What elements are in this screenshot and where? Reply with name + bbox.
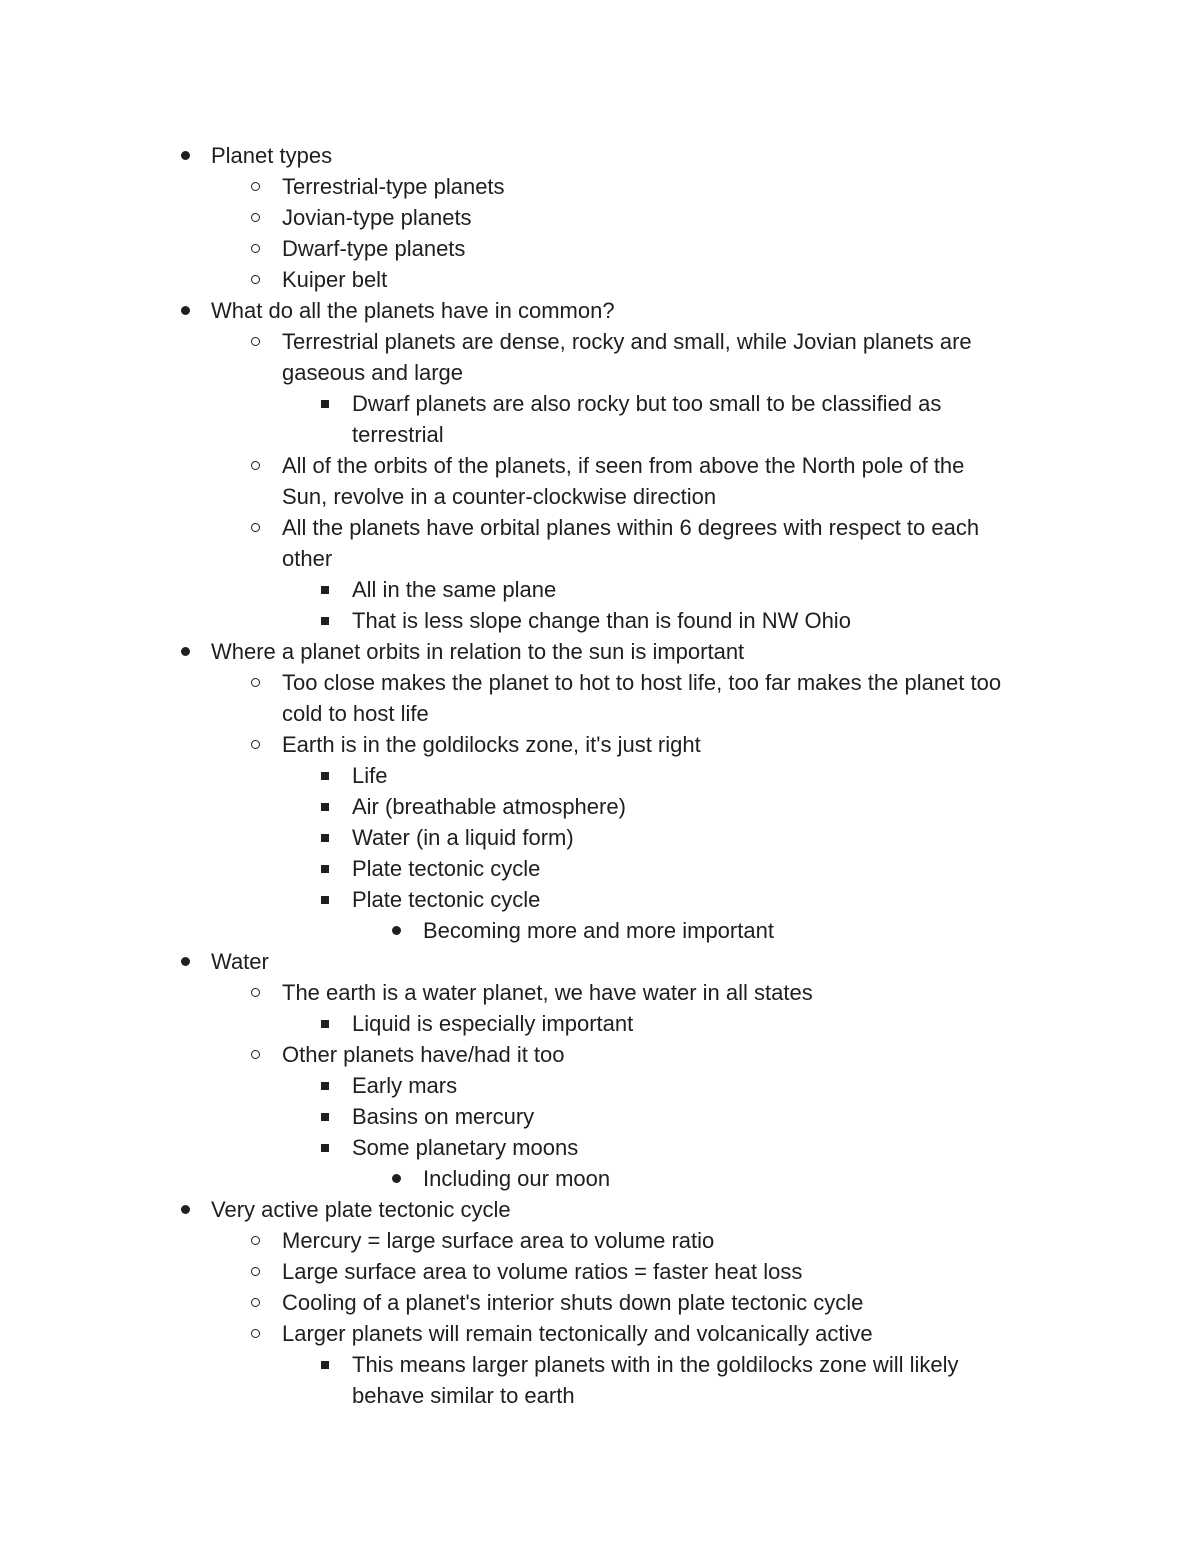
list-item — [0, 729, 1200, 760]
bullet-square — [318, 574, 332, 605]
list-item — [0, 1070, 1200, 1101]
list-item-text: Where a planet orbits in relation to the sun is important — [211, 639, 745, 664]
list-item — [0, 915, 1200, 946]
list-item-continuation — [0, 419, 1200, 450]
list-item-text: Plate tectonic cycle — [352, 856, 541, 881]
list-item-text: All in the same plane — [352, 577, 557, 602]
bullet-circle — [248, 171, 262, 202]
list-item-text: Early mars — [352, 1073, 458, 1098]
list-item — [0, 946, 1200, 977]
list-item — [0, 1256, 1200, 1287]
list-item-text: Other planets have/had it too — [282, 1042, 565, 1067]
list-item — [0, 1349, 1200, 1380]
list-item-text: Planet types — [211, 143, 333, 168]
list-item — [0, 140, 1200, 171]
list-item-text: That is less slope change than is found in NW Ohio — [352, 608, 851, 633]
list-item-continuation — [0, 481, 1200, 512]
list-item-text: Terrestrial-type planets — [282, 174, 505, 199]
list-item-text: What do all the planets have in common? — [211, 298, 615, 323]
list-item-text: Larger planets will remain tectonically and volcanically active — [282, 1321, 873, 1346]
bullet-circle — [248, 512, 262, 543]
list-item-text: Becoming more and more important — [423, 918, 774, 943]
bullet-disc — [178, 295, 192, 326]
list-item-text: Plate tectonic cycle — [352, 887, 541, 912]
list-item — [0, 295, 1200, 326]
bullet-circle — [248, 977, 262, 1008]
bullet-square — [318, 1070, 332, 1101]
bullet-square — [318, 388, 332, 419]
list-item-text: gaseous and large — [282, 360, 464, 385]
bullet-square — [318, 791, 332, 822]
list-item-text: Mercury = large surface area to volume ratio — [282, 1228, 715, 1253]
bullet-disc — [389, 915, 403, 946]
list-item — [0, 450, 1200, 481]
list-item-text: Basins on mercury — [352, 1104, 535, 1129]
bullet-circle — [248, 450, 262, 481]
bullet-square — [318, 884, 332, 915]
list-item — [0, 233, 1200, 264]
list-item-text: Water (in a liquid form) — [352, 825, 574, 850]
list-item — [0, 1318, 1200, 1349]
list-item-text: Life — [352, 763, 388, 788]
list-item-text: All of the orbits of the planets, if seen from above the North pole of the — [282, 453, 965, 478]
list-item-text: Liquid is especially important — [352, 1011, 634, 1036]
list-item-text: Very active plate tectonic cycle — [211, 1197, 511, 1222]
list-item — [0, 605, 1200, 636]
list-item — [0, 1008, 1200, 1039]
list-item — [0, 1163, 1200, 1194]
bullet-circle — [248, 202, 262, 233]
bullet-disc — [178, 140, 192, 171]
list-item — [0, 574, 1200, 605]
list-item-text: terrestrial — [352, 422, 444, 447]
list-item-text: Cooling of a planet's interior shuts down plate tectonic cycle — [282, 1290, 864, 1315]
list-item-text: Dwarf-type planets — [282, 236, 466, 261]
list-item-continuation — [0, 357, 1200, 388]
list-item-text: Air (breathable atmosphere) — [352, 794, 626, 819]
document-body — [0, 140, 1200, 1411]
list-item-text: Large surface area to volume ratios = faster heat loss — [282, 1259, 803, 1284]
list-item — [0, 760, 1200, 791]
bullet-square — [318, 1349, 332, 1380]
list-item-continuation — [0, 543, 1200, 574]
list-item-text: Sun, revolve in a counter-clockwise direction — [282, 484, 717, 509]
list-item — [0, 884, 1200, 915]
list-item-text: Too close makes the planet to hot to host life, too far makes the planet too — [282, 670, 1002, 695]
bullet-circle — [248, 326, 262, 357]
list-item — [0, 1132, 1200, 1163]
list-item — [0, 1194, 1200, 1225]
list-item — [0, 1101, 1200, 1132]
bullet-disc — [178, 1194, 192, 1225]
list-item-text: All the planets have orbital planes within 6 degrees with respect to each — [282, 515, 980, 540]
list-item — [0, 171, 1200, 202]
list-item-text: cold to host life — [282, 701, 429, 726]
bullet-square — [318, 853, 332, 884]
list-item — [0, 326, 1200, 357]
list-item — [0, 202, 1200, 233]
list-item — [0, 822, 1200, 853]
bullet-circle — [248, 1039, 262, 1070]
bullet-circle — [248, 729, 262, 760]
bullet-disc — [178, 946, 192, 977]
bullet-circle — [248, 1225, 262, 1256]
list-item — [0, 512, 1200, 543]
list-item-continuation — [0, 1380, 1200, 1411]
list-item — [0, 636, 1200, 667]
list-item-continuation — [0, 698, 1200, 729]
bullet-square — [318, 822, 332, 853]
list-item — [0, 853, 1200, 884]
list-item — [0, 791, 1200, 822]
list-item — [0, 667, 1200, 698]
list-item — [0, 388, 1200, 419]
list-item-text: Jovian-type planets — [282, 205, 472, 230]
bullet-circle — [248, 264, 262, 295]
list-item-text: other — [282, 546, 333, 571]
list-item — [0, 977, 1200, 1008]
list-item — [0, 1039, 1200, 1070]
list-item-text: This means larger planets with in the goldilocks zone will likely — [352, 1352, 959, 1377]
list-item-text: Dwarf planets are also rocky but too small to be classified as — [352, 391, 942, 416]
bullet-square — [318, 760, 332, 791]
bullet-square — [318, 1101, 332, 1132]
bullet-circle — [248, 1256, 262, 1287]
list-item-text: Kuiper belt — [282, 267, 388, 292]
list-item-text: Water — [211, 949, 269, 974]
bullet-circle — [248, 1318, 262, 1349]
bullet-circle — [248, 233, 262, 264]
list-item — [0, 264, 1200, 295]
bullet-disc — [178, 636, 192, 667]
list-item-text: behave similar to earth — [352, 1383, 575, 1408]
list-item — [0, 1287, 1200, 1318]
list-item-text: The earth is a water planet, we have water in all states — [282, 980, 813, 1005]
bullet-disc — [389, 1163, 403, 1194]
bullet-circle — [248, 667, 262, 698]
bullet-square — [318, 1132, 332, 1163]
list-item — [0, 1225, 1200, 1256]
list-item-text: Terrestrial planets are dense, rocky and small, while Jovian planets are — [282, 329, 972, 354]
list-item-text: Some planetary moons — [352, 1135, 579, 1160]
list-item-text: Including our moon — [423, 1166, 611, 1191]
list-item-text: Earth is in the goldilocks zone, it's just right — [282, 732, 701, 757]
bullet-circle — [248, 1287, 262, 1318]
bullet-square — [318, 1008, 332, 1039]
bullet-square — [318, 605, 332, 636]
